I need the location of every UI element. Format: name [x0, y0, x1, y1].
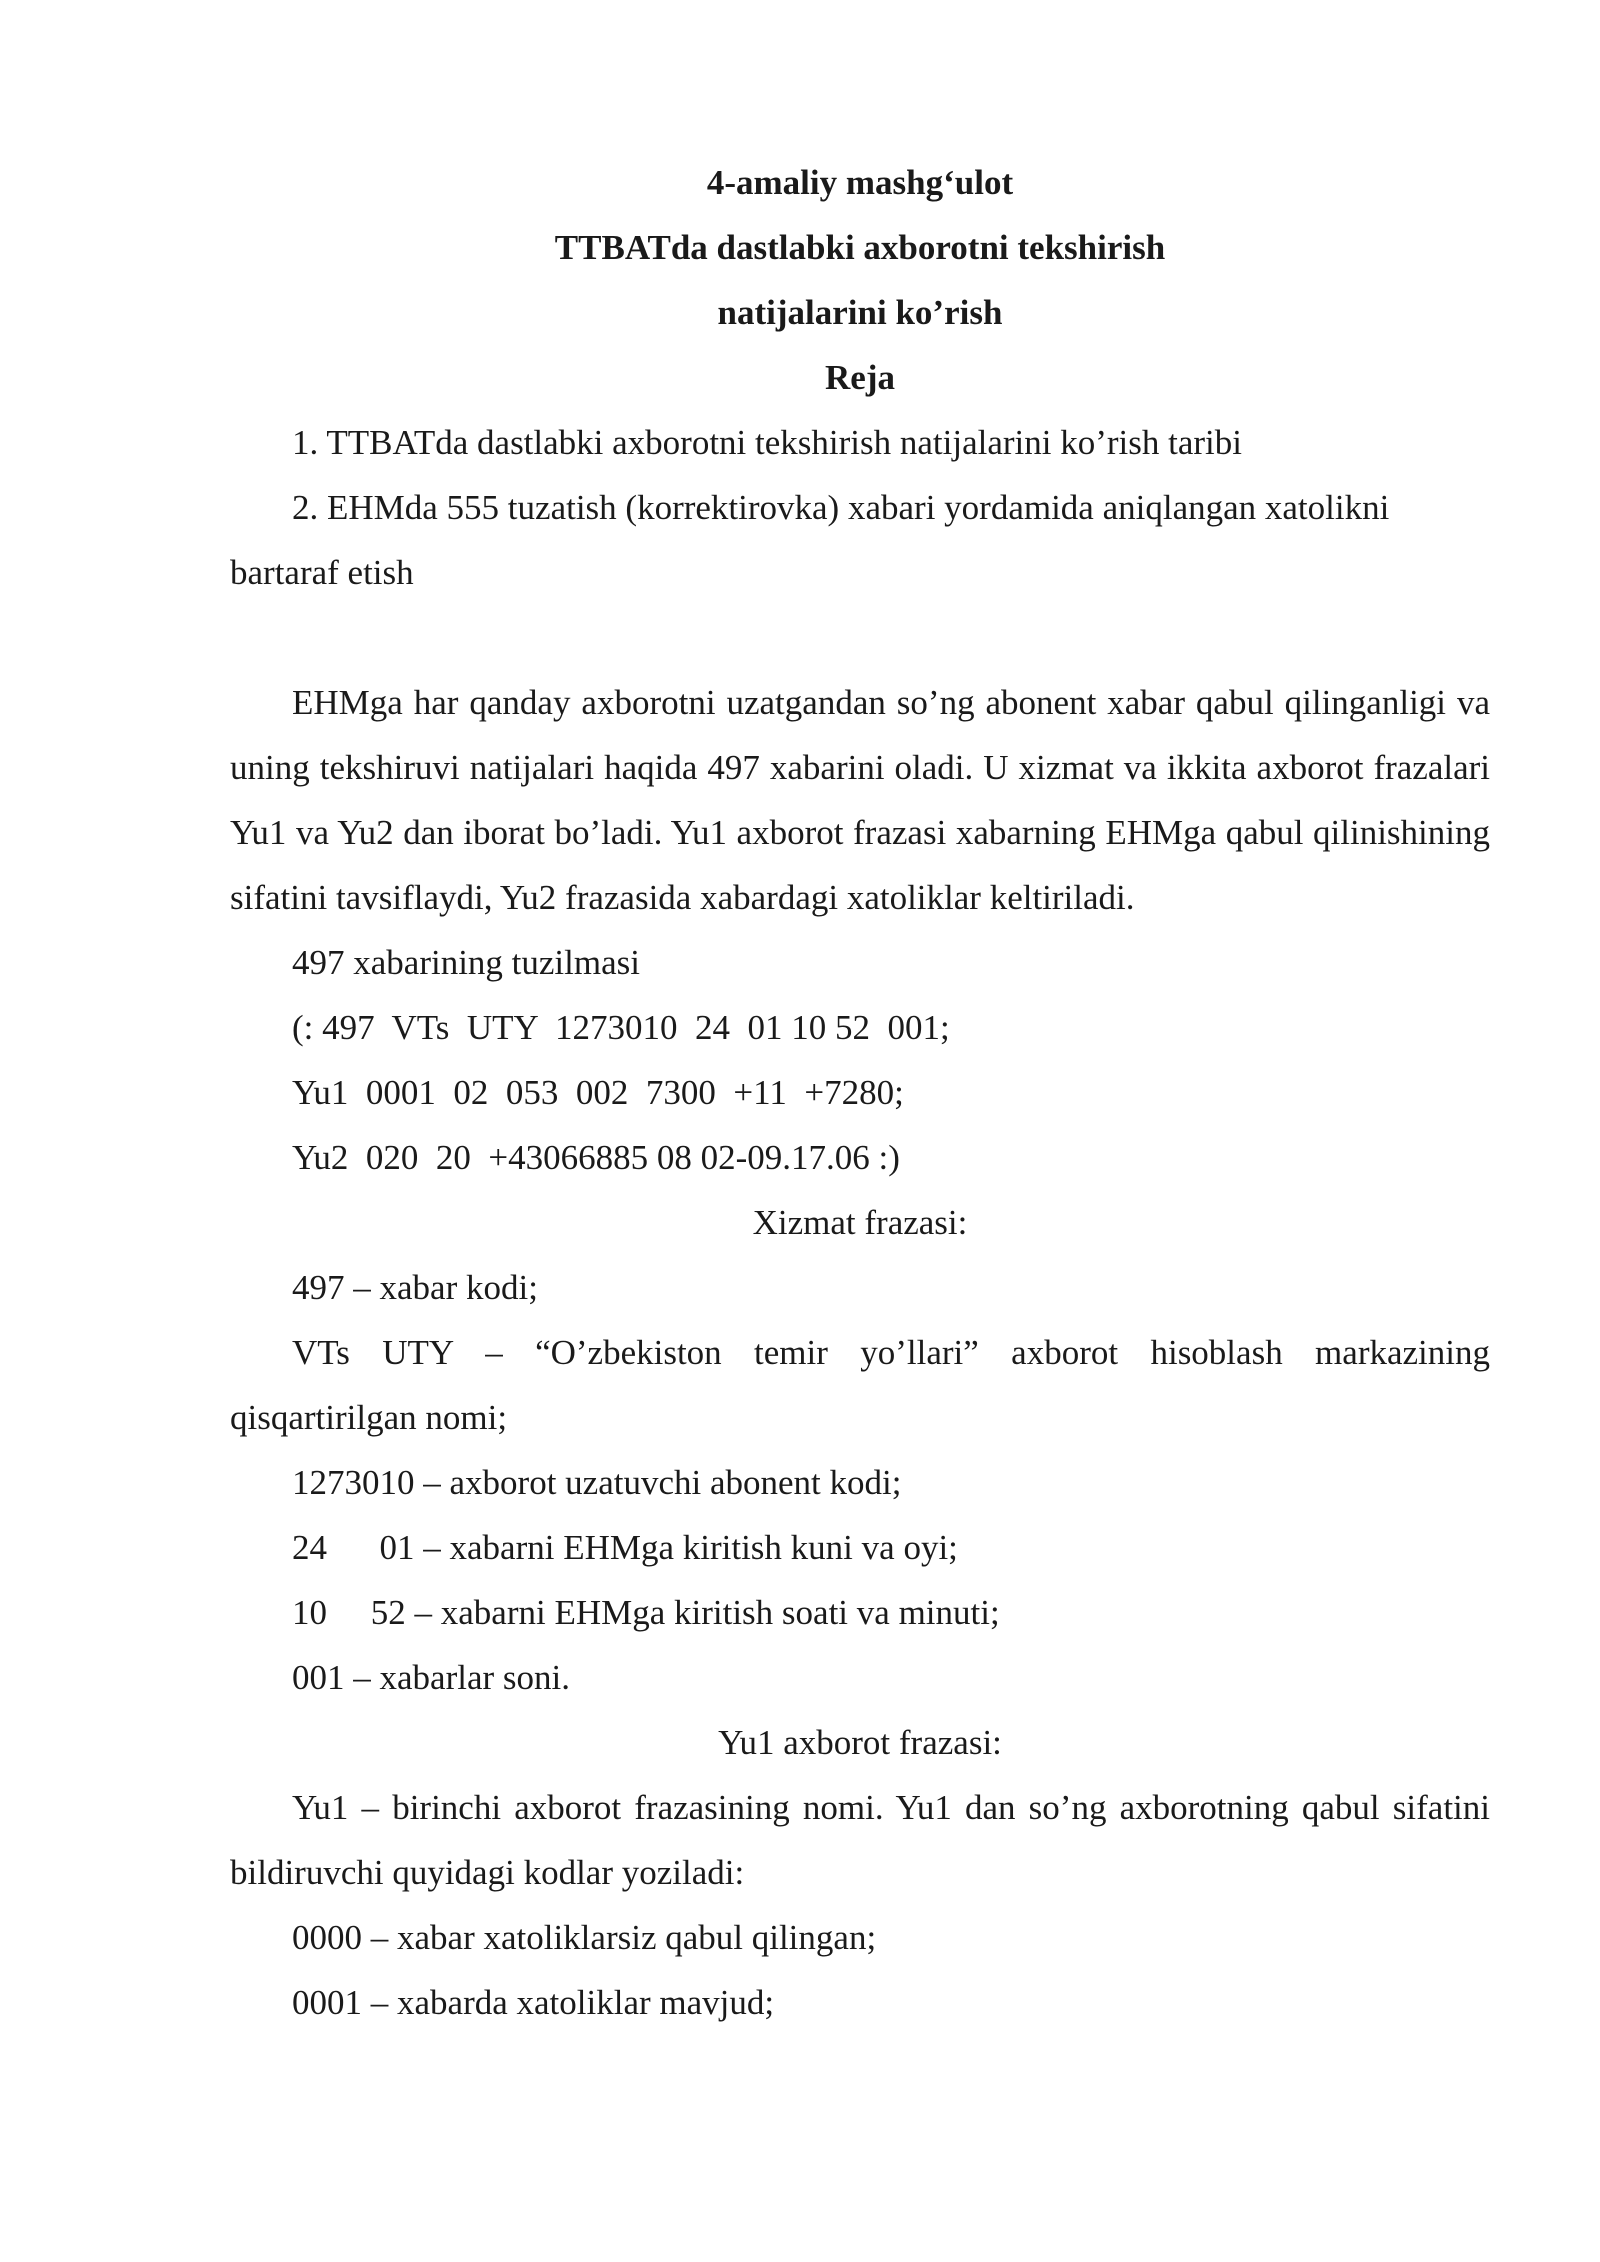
service-item-4: 24 01 – xabarni EHMga kiritish kuni va oyi;	[292, 1528, 958, 1567]
intro-paragraph: EHMga har qanday axborotni uzatgandan so’ng abonent xabar qabul qilinganligi va uning tekshiruvi natijalari haqida 497 xabarini oladi. U xizmat va ikkita axborot frazalari Yu1 va Yu2 dan iborat bo’ladi. Yu1 axborot frazasi xabarning EHMga qabul qilinishining sifatini tavsiflaydi, Yu2 frazasida xabardagi xatoliklar keltiriladi.	[230, 683, 1490, 917]
service-item-3: 1273010 – axborot uzatuvchi abonent kodi;	[292, 1463, 902, 1502]
service-item-1: 497 – xabar kodi;	[292, 1268, 538, 1307]
document-title	[230, 150, 1490, 410]
title-line-2: TTBATda dastlabki axborotni tekshirish	[554, 228, 1166, 267]
document-page	[230, 150, 1490, 2035]
service-heading: Xizmat frazasi:	[752, 1203, 968, 1242]
structure-line-3: Yu2 020 20 +43066885 08 02-09.17.06 :)	[292, 1138, 900, 1177]
structure-label: 497 xabarining tuzilmasi	[292, 943, 640, 982]
plan-heading: Reja	[825, 358, 895, 397]
structure-line-1: (: 497 VTs UTY 1273010 24 01 10 52 001;	[292, 1008, 950, 1047]
spacer	[230, 605, 1490, 670]
plan-item-2: 2. EHMda 555 tuzatish (korrektirovka) xabari yordamida aniqlangan xatolikni bartaraf etish	[230, 488, 1390, 592]
yu1-heading: Yu1 axborot frazasi:	[718, 1723, 1002, 1762]
service-item-2: VTs UTY – “O’zbekiston temir yo’llari” axborot hisoblash markazining qisqartirilgan nomi;	[230, 1333, 1490, 1437]
plan-item-1: 1. TTBATda dastlabki axborotni tekshirish natijalarini ko’rish taribi	[292, 423, 1243, 462]
service-item-6: 001 – xabarlar soni.	[292, 1658, 570, 1697]
yu1-code-1: 0000 – xabar xatoliklarsiz qabul qilingan;	[292, 1918, 877, 1957]
service-item-5: 10 52 – xabarni EHMga kiritish soati va minuti;	[292, 1593, 1000, 1632]
yu1-paragraph: Yu1 – birinchi axborot frazasining nomi. Yu1 dan so’ng axborotning qabul sifatini bildiruvchi quyidagi kodlar yoziladi:	[230, 1788, 1490, 1892]
yu1-code-2: 0001 – xabarda xatoliklar mavjud;	[292, 1983, 775, 2022]
structure-line-2: Yu1 0001 02 053 002 7300 +11 +7280;	[292, 1073, 904, 1112]
title-line-1: 4-amaliy mashg‘ulot	[706, 163, 1014, 202]
title-line-3: natijalarini ko’rish	[717, 293, 1003, 332]
